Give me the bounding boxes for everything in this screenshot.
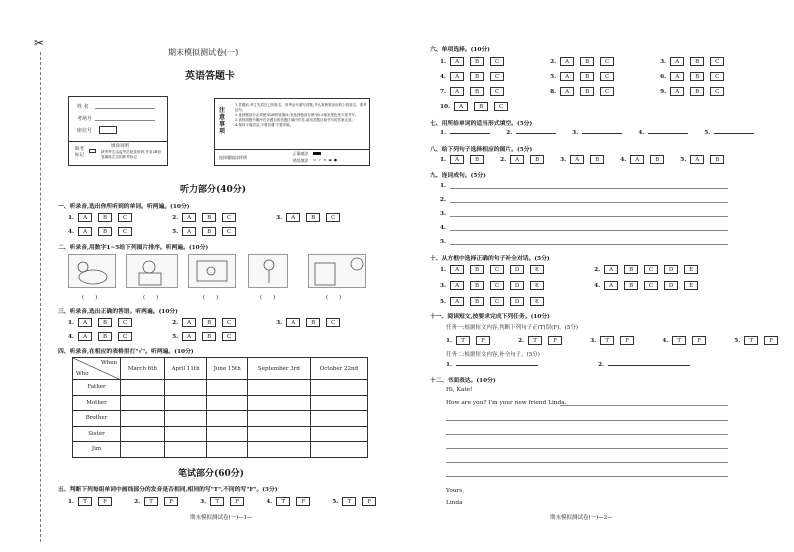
section-11-title: 十一、阅读短文,按要求完成下列任务。(10分)	[430, 314, 550, 320]
q-number: 3.	[590, 337, 597, 344]
q-number: 3.	[276, 319, 283, 326]
option-c[interactable]: C	[118, 227, 132, 236]
option-a[interactable]: A	[630, 155, 644, 164]
option-b[interactable]: B	[470, 265, 484, 274]
q-number: 1.	[446, 337, 453, 344]
fill-blank[interactable]	[516, 133, 556, 134]
check-cell[interactable]	[248, 442, 311, 458]
q-number: 1.	[440, 130, 447, 136]
q-number: 3.	[276, 214, 283, 221]
check-cell[interactable]	[164, 442, 206, 458]
picture-5	[308, 254, 366, 288]
fill-desc-title: 填涂说明	[111, 144, 129, 149]
option-c[interactable]: C	[222, 318, 236, 327]
person-cell: Jim	[73, 442, 121, 458]
check-cell[interactable]	[310, 395, 367, 411]
option-f[interactable]: F	[764, 336, 778, 345]
s7-row	[440, 130, 754, 136]
cut-line	[40, 52, 41, 542]
option-a[interactable]: A	[450, 87, 464, 96]
note-line: 1.答题前,考生先将自己的姓名、准考证号填写清楚,并认真核准条形码上的姓名、准考证号。	[235, 103, 367, 112]
option-a[interactable]: A	[560, 87, 574, 96]
option-t[interactable]: T	[78, 497, 92, 506]
q-number: 7.	[440, 88, 447, 95]
option-t[interactable]: T	[342, 497, 356, 506]
option-c[interactable]: C	[118, 332, 132, 341]
section-8-title: 八、给下列句子选择相应的图片。(5分)	[430, 147, 533, 153]
q-number: 3.	[660, 58, 667, 65]
option-a[interactable]: A	[286, 213, 300, 222]
check-cell[interactable]	[121, 426, 165, 442]
q-number: 2.	[440, 197, 447, 203]
option-c[interactable]: C	[600, 87, 614, 96]
q-number: 2.	[550, 58, 557, 65]
option-b[interactable]: B	[98, 332, 112, 341]
absent-mark-label: 缺考标记	[75, 147, 84, 158]
seat-label: 座位号	[77, 128, 93, 134]
absent-mark-box[interactable]	[89, 149, 96, 153]
s6-row4	[440, 102, 514, 111]
option-a[interactable]: A	[604, 265, 618, 274]
option-b[interactable]: B	[580, 87, 594, 96]
q-number: 4.	[440, 225, 447, 231]
option-e[interactable]: E	[530, 297, 544, 306]
q-number: 4.	[620, 156, 627, 163]
option-b[interactable]: B	[202, 332, 216, 341]
check-cell[interactable]	[121, 442, 165, 458]
date-header: June 15th	[207, 358, 248, 380]
option-d[interactable]: D	[664, 281, 678, 290]
q-number: 10.	[440, 103, 451, 110]
order-blank[interactable]: ( )	[143, 295, 159, 301]
option-a[interactable]: A	[560, 72, 574, 81]
option-t[interactable]: T	[456, 336, 470, 345]
answer-line[interactable]	[450, 216, 728, 217]
q-number: 1.	[440, 183, 447, 189]
fill-blank[interactable]	[582, 133, 622, 134]
person-cell: Father	[73, 380, 121, 396]
option-b[interactable]: B	[624, 281, 638, 290]
s8-row	[440, 155, 730, 164]
option-a[interactable]: A	[570, 155, 584, 164]
s6-row1	[440, 57, 730, 66]
right-fill-label: 正确填涂	[293, 151, 309, 156]
option-a[interactable]: A	[182, 227, 196, 236]
date-header: April 11th	[164, 358, 206, 380]
letter-line[interactable]	[560, 405, 728, 406]
q-number: 2.	[594, 266, 601, 273]
option-b[interactable]: B	[580, 57, 594, 66]
check-cell[interactable]	[164, 395, 206, 411]
option-c[interactable]: C	[222, 213, 236, 222]
option-t[interactable]: T	[210, 497, 224, 506]
option-t[interactable]: T	[276, 497, 290, 506]
option-a[interactable]: A	[450, 57, 464, 66]
order-blank[interactable]: ( )	[203, 295, 219, 301]
s11-tf-row	[446, 336, 784, 345]
student-info-box	[68, 96, 168, 166]
option-c[interactable]: C	[710, 72, 724, 81]
check-cell[interactable]	[207, 442, 248, 458]
option-b[interactable]: B	[580, 72, 594, 81]
section-3-title: 三、听录音,选出正确的答语。听两遍。(10分)	[58, 309, 178, 315]
option-a[interactable]: A	[450, 297, 464, 306]
q-number: 5.	[550, 73, 557, 80]
date-header: September 3rd	[248, 358, 311, 380]
s10-row2	[440, 281, 704, 290]
date-header: October 22nd	[310, 358, 367, 380]
notes-box	[214, 98, 370, 166]
check-cell[interactable]	[207, 426, 248, 442]
date-header: March 6th	[121, 358, 165, 380]
check-cell[interactable]	[121, 380, 165, 396]
check-cell[interactable]	[248, 380, 311, 396]
q-number: 4.	[266, 498, 273, 505]
person-cell: Brother	[73, 411, 121, 427]
q-number: 4.	[68, 228, 75, 235]
q-number: 5.	[440, 239, 447, 245]
order-blank[interactable]: ( )	[260, 295, 276, 301]
letter-line[interactable]	[446, 434, 728, 435]
fill-blank[interactable]	[714, 133, 754, 134]
option-b[interactable]: B	[470, 72, 484, 81]
option-d[interactable]: D	[510, 281, 524, 290]
option-c[interactable]: C	[222, 332, 236, 341]
q-number: 2.	[506, 130, 513, 136]
q-number: 5.	[172, 228, 179, 235]
option-b[interactable]: B	[98, 213, 112, 222]
option-b[interactable]: B	[690, 57, 704, 66]
q-number: 3.	[440, 211, 447, 217]
wrong-fill-label: 错误填涂	[293, 158, 309, 163]
corner-who: Who	[76, 371, 89, 377]
option-a[interactable]: A	[450, 155, 464, 164]
option-c[interactable]: C	[600, 72, 614, 81]
option-c[interactable]: C	[644, 265, 658, 274]
option-b[interactable]: B	[202, 227, 216, 236]
note-line: 2.选择题部分必须使用2B铅笔填涂;非选择题部分使用0.5毫米黑色签字笔书写。	[235, 113, 359, 117]
option-a[interactable]: A	[450, 265, 464, 274]
option-e[interactable]: E	[530, 265, 544, 274]
letter-greeting: Hi, Kate!	[446, 387, 473, 393]
option-c[interactable]: C	[490, 87, 504, 96]
letter-line[interactable]	[446, 448, 728, 449]
option-t[interactable]: T	[672, 336, 686, 345]
option-a[interactable]: A	[182, 318, 196, 327]
q-number: 1.	[440, 156, 447, 163]
picture-2	[126, 254, 178, 288]
option-b[interactable]: B	[202, 213, 216, 222]
option-f[interactable]: F	[620, 336, 634, 345]
person-cell: Sister	[73, 426, 121, 442]
section-10-title: 十、从方框中选择正确的句子补全对话。(5分)	[430, 256, 550, 262]
check-cell[interactable]	[310, 411, 367, 427]
option-d[interactable]: D	[510, 297, 524, 306]
option-b[interactable]: B	[690, 87, 704, 96]
s11-blank-row	[446, 362, 690, 368]
notes-label: 注意事项	[219, 107, 226, 135]
table-corner	[73, 358, 121, 380]
s3-row2	[68, 332, 242, 341]
option-b[interactable]: B	[470, 297, 484, 306]
q-number: 1.	[68, 319, 75, 326]
letter-line[interactable]	[446, 420, 728, 421]
q-number: 3.	[440, 282, 447, 289]
option-b[interactable]: B	[590, 155, 604, 164]
exam-title: 期末模拟测试卷(一)	[168, 48, 239, 57]
s3-row1	[68, 318, 346, 327]
writing-header: 笔试部分(60分)	[178, 469, 245, 479]
q-number: 2.	[598, 362, 605, 368]
q-number: 1.	[68, 498, 75, 505]
letter-first-line: How are you? I'm your new friend Linda.	[446, 400, 567, 406]
option-f[interactable]: F	[548, 336, 562, 345]
check-cell[interactable]	[121, 411, 165, 427]
q-number: 5.	[680, 156, 687, 163]
letter-signature: Linda	[446, 500, 463, 506]
option-c[interactable]: C	[644, 281, 658, 290]
option-c[interactable]: C	[490, 265, 504, 274]
option-a[interactable]: A	[690, 155, 704, 164]
q-number: 2.	[134, 498, 141, 505]
footer-left: 期末模拟测试卷(一)—1—	[190, 515, 253, 521]
option-a[interactable]: A	[78, 213, 92, 222]
option-b[interactable]: B	[202, 318, 216, 327]
option-a[interactable]: A	[560, 57, 574, 66]
seat-boxes[interactable]	[99, 126, 117, 134]
fill-blank[interactable]	[648, 133, 688, 134]
option-f[interactable]: F	[692, 336, 706, 345]
order-blank[interactable]: ( )	[326, 295, 342, 301]
person-cell: Mother	[73, 395, 121, 411]
option-a[interactable]: A	[78, 318, 92, 327]
s1-row1	[68, 213, 346, 222]
option-t[interactable]: T	[600, 336, 614, 345]
q-number: 3.	[560, 156, 567, 163]
option-e[interactable]: E	[530, 281, 544, 290]
q-number: 2.	[518, 337, 525, 344]
option-a[interactable]: A	[450, 281, 464, 290]
option-b[interactable]: B	[470, 281, 484, 290]
section-2-title: 二、听录音,用数字1~5给下列图片排序。听两遍。(10分)	[58, 245, 209, 251]
option-a[interactable]: A	[454, 102, 468, 111]
option-t[interactable]: T	[144, 497, 158, 506]
q-number: 1.	[440, 266, 447, 273]
letter-line[interactable]	[446, 462, 728, 463]
q-number: 4.	[440, 73, 447, 80]
option-e[interactable]: E	[684, 265, 698, 274]
option-c[interactable]: C	[710, 87, 724, 96]
check-cell[interactable]	[164, 426, 206, 442]
q-number: 2.	[500, 156, 507, 163]
option-b[interactable]: B	[306, 213, 320, 222]
option-c[interactable]: C	[326, 318, 340, 327]
q-number: 4.	[68, 333, 75, 340]
q-number: 1.	[440, 58, 447, 65]
check-cell[interactable]	[248, 395, 311, 411]
option-a[interactable]: A	[78, 227, 92, 236]
order-blank[interactable]: ( )	[82, 295, 98, 301]
exam-no-label: 考场号	[77, 116, 93, 122]
option-b[interactable]: B	[530, 155, 544, 164]
option-c[interactable]: C	[600, 57, 614, 66]
sample-label: 选择题填涂样例	[219, 155, 247, 160]
q-number: 8.	[550, 88, 557, 95]
q-number: 2.	[172, 214, 179, 221]
option-b[interactable]: B	[690, 72, 704, 81]
check-cell[interactable]	[248, 411, 311, 427]
picture-4	[248, 254, 288, 288]
s6-row2	[440, 72, 730, 81]
option-d[interactable]: D	[510, 265, 524, 274]
q-number: 1.	[68, 214, 75, 221]
option-b[interactable]: B	[470, 57, 484, 66]
section-5-title: 五、判断下列每组单词中画线部分的发音是否相同,相同的写"T",不同的写"F"。(5分)	[58, 487, 278, 493]
schedule-table	[72, 357, 368, 458]
option-c[interactable]: C	[118, 318, 132, 327]
q-number: 5.	[440, 298, 447, 305]
option-b[interactable]: B	[650, 155, 664, 164]
answer-line[interactable]	[450, 188, 728, 189]
answer-line[interactable]	[450, 244, 728, 245]
s1-row2	[68, 227, 242, 236]
option-a[interactable]: A	[450, 72, 464, 81]
right-fill-sample	[313, 152, 321, 155]
q-number: 3.	[572, 130, 579, 136]
fill-blank[interactable]	[456, 365, 538, 366]
task2-title: 任务二:根据短文内容,补全句子。(5分)	[446, 352, 540, 358]
answer-line[interactable]	[450, 230, 728, 231]
option-e[interactable]: E	[684, 281, 698, 290]
letter-closing: Yours,	[446, 488, 465, 494]
option-c[interactable]: C	[710, 57, 724, 66]
section-9-title: 九、连词成句。(5分)	[430, 173, 486, 179]
task1-title: 任务一:根据短文内容,判断下列句子正(T)误(F)。(5分)	[446, 325, 578, 331]
option-b[interactable]: B	[470, 155, 484, 164]
corner-when: When	[101, 360, 117, 366]
s10-row3	[440, 297, 550, 306]
s5-row	[68, 497, 382, 506]
option-f[interactable]: F	[164, 497, 178, 506]
option-t[interactable]: T	[528, 336, 542, 345]
fill-blank[interactable]	[608, 365, 690, 366]
option-f[interactable]: F	[98, 497, 112, 506]
q-number: 5.	[172, 333, 179, 340]
option-a[interactable]: A	[286, 318, 300, 327]
option-f[interactable]: F	[476, 336, 490, 345]
option-b[interactable]: B	[470, 87, 484, 96]
check-cell[interactable]	[248, 426, 311, 442]
option-c[interactable]: C	[326, 213, 340, 222]
q-number: 5.	[734, 337, 741, 344]
q-number: 4.	[594, 282, 601, 289]
listening-header: 听力部分(40分)	[180, 185, 247, 195]
option-c[interactable]: C	[222, 227, 236, 236]
check-cell[interactable]	[207, 411, 248, 427]
s10-row1	[440, 265, 704, 274]
option-b[interactable]: B	[474, 102, 488, 111]
option-t[interactable]: T	[744, 336, 758, 345]
check-cell[interactable]	[207, 395, 248, 411]
option-a[interactable]: A	[78, 332, 92, 341]
q-number: 5.	[704, 130, 711, 136]
option-c[interactable]: C	[490, 297, 504, 306]
option-b[interactable]: B	[306, 318, 320, 327]
answer-line[interactable]	[450, 202, 728, 203]
check-cell[interactable]	[207, 380, 248, 396]
q-number: 1.	[446, 362, 453, 368]
check-cell[interactable]	[310, 442, 367, 458]
option-c[interactable]: C	[490, 57, 504, 66]
fill-blank[interactable]	[450, 133, 490, 134]
option-f[interactable]: F	[230, 497, 244, 506]
section-12-title: 十二、书面表达。(10分)	[430, 378, 496, 384]
q-number: 3.	[200, 498, 207, 505]
picture-3	[188, 254, 236, 288]
scissors-icon: ✂	[34, 36, 45, 50]
note-line: 4.保持卡面清洁,不要折叠,不要弄破。	[235, 123, 294, 127]
option-b[interactable]: B	[98, 318, 112, 327]
check-cell[interactable]	[121, 395, 165, 411]
option-b[interactable]: B	[710, 155, 724, 164]
check-cell[interactable]	[310, 426, 367, 442]
option-f[interactable]: F	[362, 497, 376, 506]
option-a[interactable]: A	[670, 72, 684, 81]
letter-line[interactable]	[446, 476, 728, 477]
card-title: 英语答题卡	[185, 71, 235, 82]
option-a[interactable]: A	[510, 155, 524, 164]
option-a[interactable]: A	[670, 87, 684, 96]
option-b[interactable]: B	[98, 227, 112, 236]
s6-row3	[440, 87, 730, 96]
picture-1	[68, 254, 116, 288]
option-b[interactable]: B	[624, 265, 638, 274]
check-cell[interactable]	[164, 411, 206, 427]
footer-right: 期末模拟测试卷(一)—2—	[550, 515, 613, 521]
q-number: 4.	[638, 130, 645, 136]
option-a[interactable]: A	[182, 213, 196, 222]
section-7-title: 七、用所给单词的适当形式填空。(5分)	[430, 121, 533, 127]
q-number: 2.	[172, 319, 179, 326]
option-f[interactable]: F	[296, 497, 310, 506]
option-c[interactable]: C	[494, 102, 508, 111]
option-a[interactable]: A	[182, 332, 196, 341]
option-a[interactable]: A	[604, 281, 618, 290]
q-number: 6.	[660, 73, 667, 80]
section-1-title: 一、听录音,选出你所听到的单词。听两遍。(10分)	[58, 204, 190, 210]
note-line: 3.请按照题号顺序在各题目的答题区域内作答,超出答题区域书写的答案无效。	[235, 118, 355, 122]
option-c[interactable]: C	[490, 281, 504, 290]
option-a[interactable]: A	[670, 57, 684, 66]
wrong-fill-sample: ▭ ✓ ✕ ▬ ●	[313, 158, 338, 162]
option-c[interactable]: C	[490, 72, 504, 81]
q-number: 5.	[332, 498, 339, 505]
q-number: 4.	[662, 337, 669, 344]
section-4-title: 四、听录音,在相应的表格里打"√"。听两遍。(10分)	[58, 349, 194, 355]
section-6-title: 六、单项选择。(10分)	[430, 47, 490, 53]
fill-desc: 缺考考生由监考员贴条形码,并用2B铅笔填涂左边的缺考标记	[101, 150, 161, 159]
q-number: 9.	[660, 88, 667, 95]
check-cell[interactable]	[310, 380, 367, 396]
option-d[interactable]: D	[664, 265, 678, 274]
name-label: 姓 名	[77, 104, 89, 110]
check-cell[interactable]	[164, 380, 206, 396]
option-c[interactable]: C	[118, 213, 132, 222]
